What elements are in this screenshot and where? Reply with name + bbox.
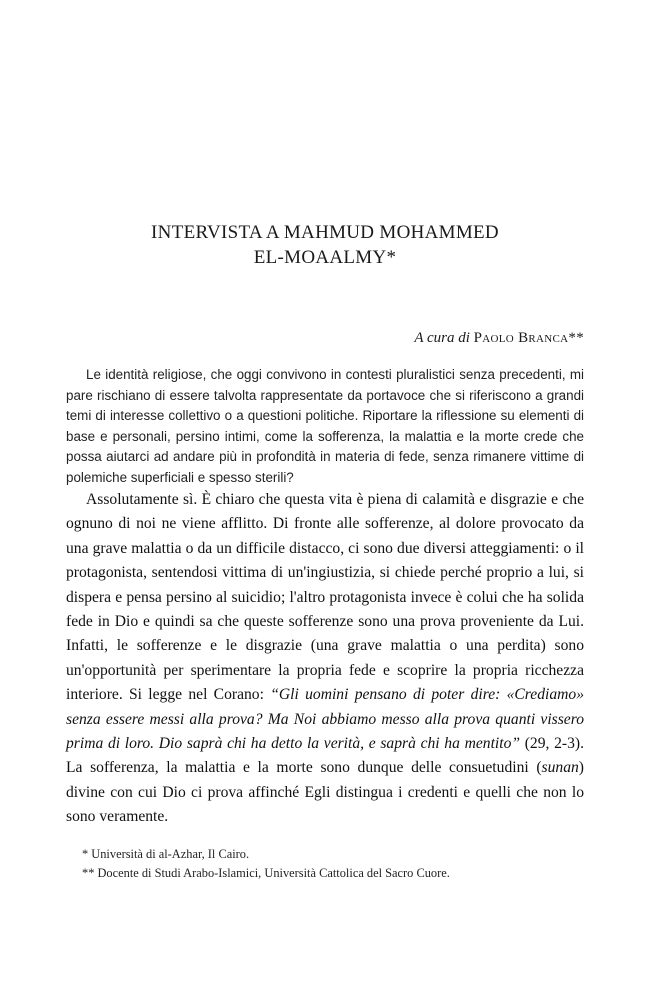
- footnote-1: * Università di al-Azhar, Il Cairo.: [82, 847, 250, 861]
- answer-text-2: (29, 2-3). La sofferenza, la malattia e la morte sono dunque delle consuetudini (: [66, 735, 584, 777]
- answer-text-1: Assolutamente sì. È chiaro che questa vita è piena di calamità e disgrazie e che ognuno di noi ne viene afflitto. Di fronte alle sofferenze, al dolore provocato da una grave malattia o da un difficile distacco, ci sono due diversi atteggiamenti: o il protagonista, sentendosi vittima di un'ingiustizia, si chiede perché proprio a lui, si dispera e pensa persino al suicidio; l'altro protagonista invece è colui che ha solida fede in Dio e quindi sa che queste sofferenze sono una prova proveniente da Lui. Infatti, le sofferenze e le disgrazie (una grave malattia o una perdita) sono un'opportunità per sperimentare la propria fede e scoprire la propria ricchezza interiore. Si legge nel Corano:: [66, 491, 584, 704]
- article-title-line-1: INTERVISTA A MAHMUD MOHAMMED: [151, 222, 499, 243]
- quran-quote: “Gli uomini pensano di poter dire: «Crediamo» senza essere messi alla prova? Ma Noi abbiamo messo alla prova quanti vissero prima di loro. Dio saprà chi ha detto la verità, e saprà chi ha mentito”: [66, 686, 584, 753]
- footnote-2: ** Docente di Studi Arabo-Islamici, Università Cattolica del Sacro Cuore.: [82, 866, 450, 880]
- arabic-term: sunan: [541, 759, 579, 777]
- byline-prefix: A cura di: [414, 330, 470, 346]
- byline-author: Paolo Branca**: [473, 330, 584, 346]
- byline: [414, 330, 584, 347]
- answer-text-3: ) divine con cui Dio ci prova affinché Egli distingua i credenti e quelli che non lo sono veramente.: [66, 759, 584, 826]
- footnotes: [82, 845, 592, 883]
- article-title: [60, 220, 590, 270]
- interview-question: Le identità religiose, che oggi convivono in contesti pluralistici senza precedenti, mi pare rischiano di essere talvolta rappresentate da portavoce che si riferiscono a grandi temi di interesse collettivo o a questioni politiche. Riportare la riflessione su elementi di base e personali, persino intimi, come la sofferenza, la malattia e la morte crede che possa aiutarci ad andare più in profondità in materia di fede, senza rimanere vittime di polemiche superficiali e spesso sterili?: [66, 367, 584, 485]
- interview-answer: [66, 488, 584, 830]
- article-title-line-2: EL-MOAALMY*: [253, 247, 397, 268]
